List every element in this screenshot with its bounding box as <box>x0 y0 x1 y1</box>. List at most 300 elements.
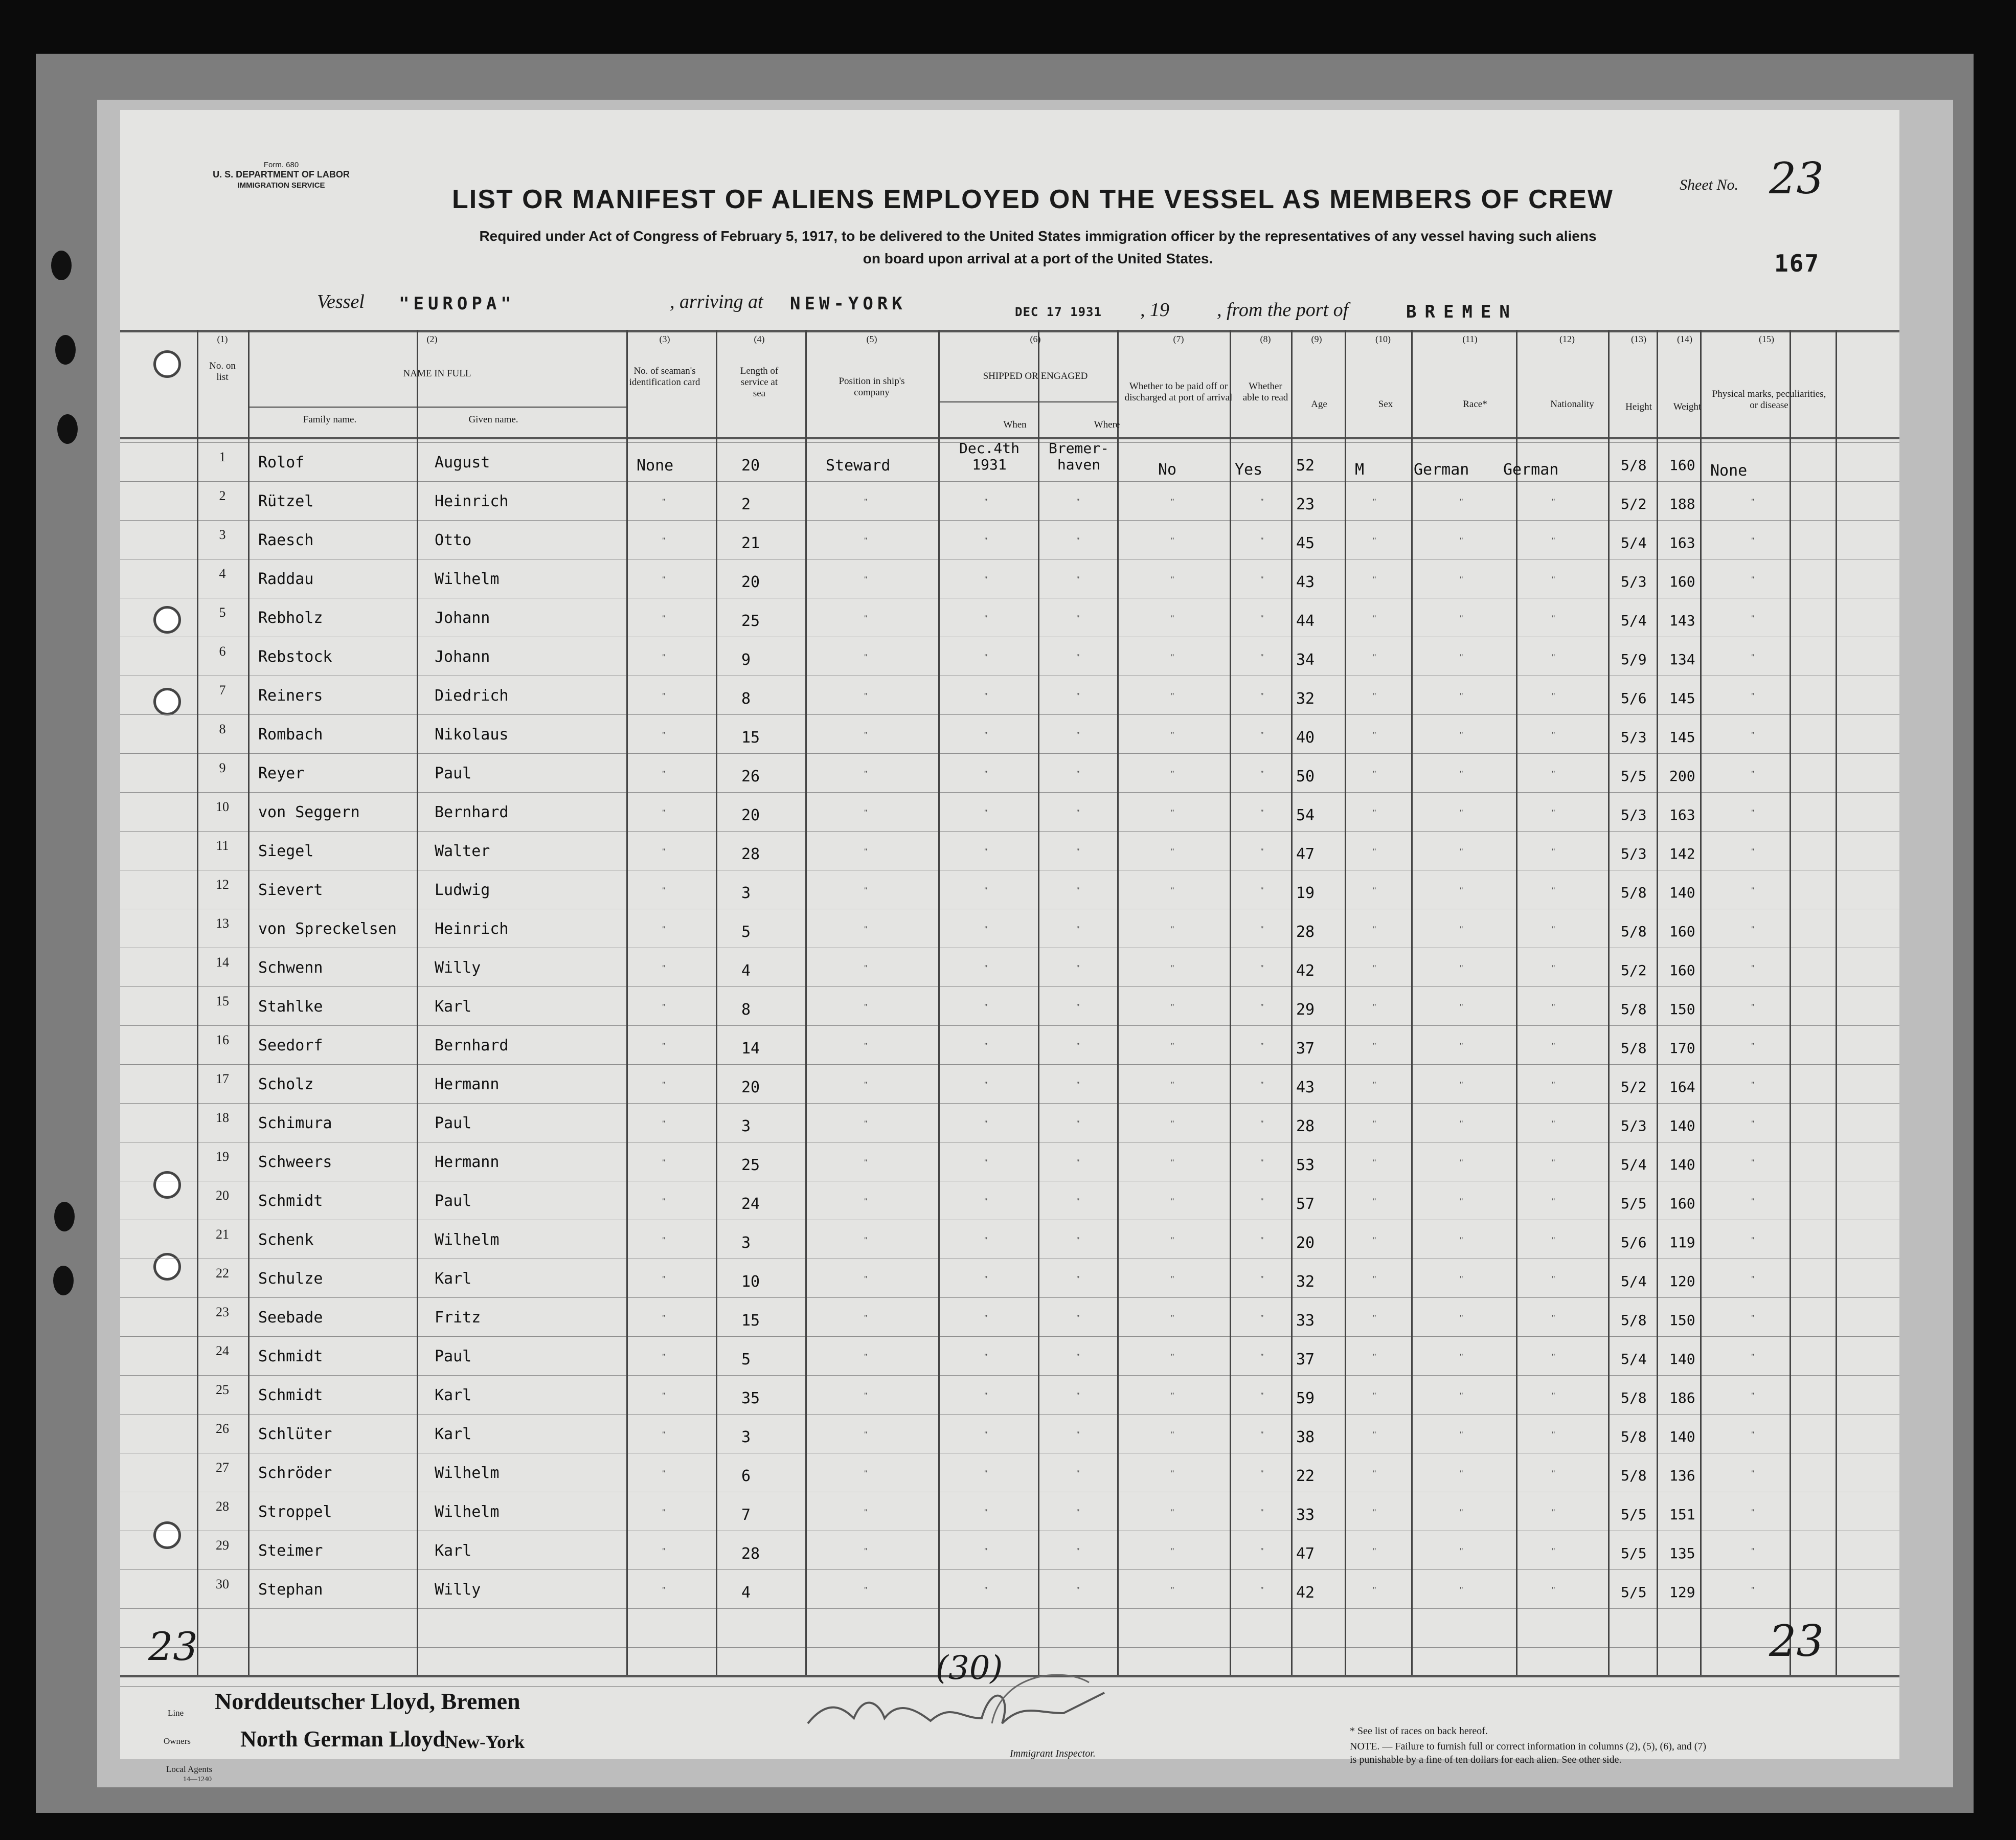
row-number: 5 <box>219 605 226 620</box>
ditto-paid-off: " <box>1171 964 1174 973</box>
ditto-able-read: " <box>1260 498 1264 506</box>
manifest-title: LIST OR MANIFEST OF ALIENS EMPLOYED ON THE VESSEL AS MEMBERS OF CREW <box>452 185 1614 214</box>
row-number: 6 <box>219 644 226 659</box>
ditto-able-read: " <box>1260 1275 1264 1284</box>
col-num-13: (13) <box>1631 334 1646 344</box>
given-name: Heinrich <box>435 492 509 510</box>
given-name: Wilhelm <box>435 570 500 588</box>
given-name: Karl <box>435 1270 472 1288</box>
family-name: Rebholz <box>258 609 323 627</box>
column-rule <box>417 407 418 1675</box>
weight: 170 <box>1669 1040 1695 1057</box>
given-name: August <box>435 454 490 472</box>
ditto-paid-off: " <box>1171 1314 1174 1322</box>
length-of-service: 24 <box>741 1195 760 1213</box>
height: 5/4 <box>1621 1351 1647 1367</box>
given-name: Karl <box>435 1386 472 1404</box>
row-number: 19 <box>216 1149 229 1164</box>
races-note: * See list of races on back hereof. <box>1350 1725 1488 1737</box>
ditto-physical: " <box>1751 1392 1755 1400</box>
given-name: Paul <box>435 1348 472 1365</box>
ditto-position: " <box>864 809 868 817</box>
ditto-position: " <box>864 1586 868 1595</box>
ditto-paid-off: " <box>1171 653 1174 662</box>
ditto-able-read: " <box>1260 692 1264 701</box>
physical-marks: None <box>1710 462 1748 480</box>
ditto-able-read: " <box>1260 809 1264 817</box>
given-name: Walter <box>435 842 490 860</box>
ditto-physical: " <box>1751 1430 1755 1439</box>
weight: 140 <box>1669 884 1695 901</box>
weight: 200 <box>1669 768 1695 784</box>
binder-hole <box>51 251 72 280</box>
height: 5/3 <box>1621 729 1647 746</box>
row-number: 12 <box>216 877 229 892</box>
ditto-physical: " <box>1751 1042 1755 1050</box>
ditto-nationality: " <box>1552 692 1555 701</box>
column-rule <box>197 330 198 1675</box>
ditto-paid-off: " <box>1171 536 1174 545</box>
header-where: Where <box>1094 419 1120 430</box>
col-num-1: (1) <box>217 334 228 344</box>
ditto-sex: " <box>1373 925 1376 934</box>
owners-city: New-York <box>445 1732 525 1752</box>
ditto-paid-off: " <box>1171 1508 1174 1517</box>
column-rule <box>1516 330 1517 1675</box>
length-of-service: 25 <box>741 1156 760 1174</box>
ditto-where: " <box>1076 925 1080 934</box>
column-rule <box>1411 330 1413 1675</box>
ditto-race: " <box>1460 1042 1463 1050</box>
row-number: 21 <box>216 1227 229 1242</box>
column-rule <box>1291 330 1293 1675</box>
ditto-able-read: " <box>1260 925 1264 934</box>
header-name-in-full: NAME IN FULL <box>403 368 471 379</box>
ditto-paid-off: " <box>1171 692 1174 701</box>
family-name: Schwenn <box>258 959 323 977</box>
ditto-nationality: " <box>1552 1430 1555 1439</box>
weight: 160 <box>1669 923 1695 940</box>
ditto-nationality: " <box>1552 847 1555 856</box>
row-number: 25 <box>216 1382 229 1397</box>
column-rule <box>1657 330 1658 1675</box>
ditto-able-read: " <box>1260 1236 1264 1245</box>
ditto-position: " <box>864 847 868 856</box>
length-of-service: 5 <box>741 923 751 941</box>
ditto-nationality: " <box>1552 731 1555 739</box>
given-name: Karl <box>435 998 472 1016</box>
family-name: Seedorf <box>258 1037 323 1054</box>
ditto-nationality: " <box>1552 964 1555 973</box>
ditto-race: " <box>1460 1197 1463 1206</box>
ditto-position: " <box>864 1042 868 1050</box>
ditto-able-read: " <box>1260 1158 1264 1167</box>
age: 42 <box>1296 962 1315 980</box>
ditto-position: " <box>864 1003 868 1012</box>
ditto-physical: " <box>1751 1236 1755 1245</box>
age: 28 <box>1296 923 1315 941</box>
age: 52 <box>1296 457 1315 475</box>
ditto-race: " <box>1460 1353 1463 1361</box>
header-length-service: Length of service at sea <box>740 366 779 399</box>
note-text-2: is punishable by a fine of ten dollars for each alien. See other side. <box>1350 1754 1622 1765</box>
ditto-physical: " <box>1751 731 1755 739</box>
ditto-when: " <box>984 1430 988 1439</box>
ditto-paid-off: " <box>1171 1119 1174 1128</box>
ditto-physical: " <box>1751 1547 1755 1556</box>
ditto-sex: " <box>1373 575 1376 584</box>
col-num-15: (15) <box>1759 334 1774 344</box>
family-name: Stephan <box>258 1581 323 1599</box>
row-number: 29 <box>216 1538 229 1553</box>
weight: 140 <box>1669 1117 1695 1134</box>
ditto-race: " <box>1460 770 1463 778</box>
ditto-id-card: " <box>662 692 666 701</box>
ditto-paid-off: " <box>1171 575 1174 584</box>
ditto-when: " <box>984 1119 988 1128</box>
ditto-sex: " <box>1373 809 1376 817</box>
length-of-service: 7 <box>741 1506 751 1524</box>
ditto-id-card: " <box>662 1158 666 1167</box>
family-name: Schweers <box>258 1153 332 1171</box>
ditto-able-read: " <box>1260 575 1264 584</box>
ditto-race: " <box>1460 1586 1463 1595</box>
age: 50 <box>1296 768 1315 786</box>
row-rule <box>120 1064 1899 1065</box>
ditto-paid-off: " <box>1171 1081 1174 1089</box>
family-name: Reiners <box>258 687 323 705</box>
ditto-when: " <box>984 498 988 506</box>
height: 5/8 <box>1621 1312 1647 1329</box>
ditto-race: " <box>1460 925 1463 934</box>
length-of-service: 3 <box>741 884 751 902</box>
ditto-id-card: " <box>662 731 666 739</box>
ditto-when: " <box>984 692 988 701</box>
age: 32 <box>1296 1273 1315 1291</box>
shipped-when: Dec.4th 1931 <box>959 440 1020 473</box>
length-of-service: 35 <box>741 1389 760 1407</box>
col-num-2: (2) <box>426 334 438 344</box>
shipped-where: Bremer- haven <box>1048 440 1109 473</box>
weight: 151 <box>1669 1506 1695 1523</box>
ditto-sex: " <box>1373 731 1376 739</box>
weight: 150 <box>1669 1001 1695 1018</box>
row-rule <box>120 753 1899 754</box>
ditto-where: " <box>1076 1353 1080 1361</box>
ditto-physical: " <box>1751 1003 1755 1012</box>
row-rule <box>120 792 1899 793</box>
ditto-paid-off: " <box>1171 847 1174 856</box>
col-num-7: (7) <box>1173 334 1184 344</box>
ditto-physical: " <box>1751 1081 1755 1089</box>
ditto-physical: " <box>1751 847 1755 856</box>
margin-sheet-number-left: 23 <box>148 1624 198 1669</box>
ditto-nationality: " <box>1552 1042 1555 1050</box>
ditto-sex: " <box>1373 498 1376 506</box>
row-number: 14 <box>216 955 229 970</box>
ditto-when: " <box>984 1042 988 1050</box>
ditto-paid-off: " <box>1171 1469 1174 1478</box>
age: 43 <box>1296 1079 1315 1096</box>
ditto-sex: " <box>1373 1469 1376 1478</box>
ditto-paid-off: " <box>1171 1586 1174 1595</box>
service-name: IMMIGRATION SERVICE <box>237 181 325 190</box>
ditto-able-read: " <box>1260 536 1264 545</box>
family-name: Seebade <box>258 1309 323 1327</box>
departure-port: BREMEN <box>1406 302 1518 322</box>
ditto-physical: " <box>1751 1314 1755 1322</box>
ditto-nationality: " <box>1552 498 1555 506</box>
ditto-physical: " <box>1751 575 1755 584</box>
ditto-race: " <box>1460 1158 1463 1167</box>
print-code: 14—1240 <box>183 1776 212 1783</box>
ditto-nationality: " <box>1552 1586 1555 1595</box>
ditto-where: " <box>1076 1197 1080 1206</box>
weight: 140 <box>1669 1351 1695 1367</box>
ditto-race: " <box>1460 1469 1463 1478</box>
ditto-position: " <box>864 731 868 739</box>
age: 47 <box>1296 845 1315 863</box>
age: 53 <box>1296 1156 1315 1174</box>
weight: 119 <box>1669 1234 1695 1251</box>
length-of-service: 28 <box>741 845 760 863</box>
header-id-card: No. of seaman's identification card <box>629 366 700 388</box>
inspector-label: Immigrant Inspector. <box>1010 1748 1096 1759</box>
ditto-id-card: " <box>662 1547 666 1556</box>
ditto-id-card: " <box>662 1508 666 1517</box>
ditto-id-card: " <box>662 498 666 506</box>
ditto-physical: " <box>1751 770 1755 778</box>
ditto-where: " <box>1076 1547 1080 1556</box>
column-rule <box>1230 330 1231 1675</box>
ditto-id-card: " <box>662 1042 666 1050</box>
ditto-nationality: " <box>1552 809 1555 817</box>
position-in-company: Steward <box>826 457 891 475</box>
ditto-when: " <box>984 614 988 623</box>
given-name: Johann <box>435 609 490 627</box>
ditto-id-card: " <box>662 1314 666 1322</box>
ditto-position: " <box>864 614 868 623</box>
ditto-when: " <box>984 1158 988 1167</box>
ditto-when: " <box>984 886 988 895</box>
sheet-number: 23 <box>1769 153 1824 204</box>
ditto-nationality: " <box>1552 575 1555 584</box>
ditto-physical: " <box>1751 1119 1755 1128</box>
ditto-sex: " <box>1373 1586 1376 1595</box>
ditto-id-card: " <box>662 1275 666 1284</box>
family-name: Schmidt <box>258 1348 323 1365</box>
header-given-name: Given name. <box>468 414 518 425</box>
given-name: Nikolaus <box>435 726 509 744</box>
ditto-physical: " <box>1751 925 1755 934</box>
ditto-physical: " <box>1751 536 1755 545</box>
ditto-position: " <box>864 575 868 584</box>
ditto-id-card: " <box>662 809 666 817</box>
ditto-where: " <box>1076 886 1080 895</box>
age: 28 <box>1296 1117 1315 1135</box>
ditto-race: " <box>1460 1236 1463 1245</box>
ditto-physical: " <box>1751 692 1755 701</box>
ditto-able-read: " <box>1260 770 1264 778</box>
family-name: Raesch <box>258 531 314 549</box>
ditto-paid-off: " <box>1171 731 1174 739</box>
family-name: Schlüter <box>258 1425 332 1443</box>
length-of-service: 20 <box>741 457 760 475</box>
ditto-paid-off: " <box>1171 1197 1174 1206</box>
ditto-position: " <box>864 498 868 506</box>
page-number: 167 <box>1774 250 1820 277</box>
ditto-sex: " <box>1373 1081 1376 1089</box>
given-name: Bernhard <box>435 1037 509 1054</box>
ditto-where: " <box>1076 575 1080 584</box>
ditto-physical: " <box>1751 653 1755 662</box>
ditto-sex: " <box>1373 1547 1376 1556</box>
ditto-id-card: " <box>662 1469 666 1478</box>
ditto-when: " <box>984 1547 988 1556</box>
ditto-sex: " <box>1373 1236 1376 1245</box>
col-num-9: (9) <box>1311 334 1322 344</box>
ditto-nationality: " <box>1552 1392 1555 1400</box>
inspector-signature <box>798 1662 1115 1744</box>
length-of-service: 20 <box>741 1079 760 1096</box>
age: 59 <box>1296 1389 1315 1407</box>
ditto-nationality: " <box>1552 886 1555 895</box>
length-of-service: 14 <box>741 1040 760 1058</box>
ditto-when: " <box>984 1236 988 1245</box>
ditto-race: " <box>1460 964 1463 973</box>
row-rule <box>120 1647 1899 1648</box>
ditto-position: " <box>864 653 868 662</box>
ditto-physical: " <box>1751 809 1755 817</box>
ditto-able-read: " <box>1260 1586 1264 1595</box>
height: 5/3 <box>1621 845 1647 862</box>
age: 19 <box>1296 884 1315 902</box>
ditto-nationality: " <box>1552 1197 1555 1206</box>
ditto-race: " <box>1460 1430 1463 1439</box>
ditto-position: " <box>864 1275 868 1284</box>
given-name: Ludwig <box>435 881 490 899</box>
row-rule <box>120 986 1899 987</box>
col-num-4: (4) <box>754 334 765 344</box>
ditto-nationality: " <box>1552 614 1555 623</box>
weight: 160 <box>1669 457 1695 474</box>
ditto-able-read: " <box>1260 1314 1264 1322</box>
column-rule <box>1700 330 1702 1675</box>
ditto-able-read: " <box>1260 886 1264 895</box>
column-rule <box>1038 330 1039 1675</box>
length-of-service: 3 <box>741 1117 751 1135</box>
ditto-when: " <box>984 770 988 778</box>
weight: 163 <box>1669 806 1695 823</box>
row-number: 9 <box>219 760 226 775</box>
column-rule <box>1790 330 1791 1675</box>
ditto-when: " <box>984 1586 988 1595</box>
weight: 143 <box>1669 612 1695 629</box>
ditto-where: " <box>1076 653 1080 662</box>
header-sex: Sex <box>1378 399 1393 410</box>
vessel-name: "EUROPA" <box>399 294 515 314</box>
height: 5/8 <box>1621 1040 1647 1057</box>
sheet-label: Sheet No. <box>1680 176 1738 193</box>
length-of-service: 20 <box>741 806 760 824</box>
header-no-on-list: No. on list <box>209 361 236 383</box>
ditto-id-card: " <box>662 886 666 895</box>
ditto-where: " <box>1076 536 1080 545</box>
weight: 150 <box>1669 1312 1695 1329</box>
header-height: Height <box>1625 401 1652 412</box>
ditto-race: " <box>1460 847 1463 856</box>
ditto-sex: " <box>1373 1314 1376 1322</box>
given-name: Hermann <box>435 1153 500 1171</box>
age: 22 <box>1296 1467 1315 1485</box>
height: 5/8 <box>1621 1001 1647 1018</box>
height: 5/5 <box>1621 1584 1647 1601</box>
ditto-able-read: " <box>1260 1430 1264 1439</box>
table-header-rule <box>120 437 1899 439</box>
length-of-service: 26 <box>741 768 760 786</box>
year-label: , 19 <box>1140 299 1169 321</box>
row-rule <box>120 1608 1899 1609</box>
header-physical: Physical marks, peculiarities, or disease <box>1712 389 1826 411</box>
given-name: Willy <box>435 959 481 977</box>
family-name: Schröder <box>258 1464 332 1482</box>
row-number: 11 <box>216 838 229 853</box>
row-rule <box>120 1103 1899 1104</box>
age: 42 <box>1296 1584 1315 1602</box>
length-of-service: 6 <box>741 1467 751 1485</box>
form-number: Form. 680 <box>263 161 299 169</box>
length-of-service: 28 <box>741 1545 760 1563</box>
ditto-when: " <box>984 964 988 973</box>
column-rule <box>1836 330 1837 1675</box>
given-name: Heinrich <box>435 920 509 938</box>
row-number: 22 <box>216 1266 229 1281</box>
ditto-sex: " <box>1373 1430 1376 1439</box>
binder-hole <box>57 414 78 444</box>
height: 5/5 <box>1621 1506 1647 1523</box>
given-name: Bernhard <box>435 803 509 821</box>
ditto-nationality: " <box>1552 1081 1555 1089</box>
margin-sheet-number-right: 23 <box>1769 1616 1824 1666</box>
ditto-race: " <box>1460 575 1463 584</box>
ditto-id-card: " <box>662 1392 666 1400</box>
ditto-sex: " <box>1373 1508 1376 1517</box>
ditto-race: " <box>1460 886 1463 895</box>
ditto-physical: " <box>1751 1508 1755 1517</box>
ditto-sex: " <box>1373 1119 1376 1128</box>
ditto-paid-off: " <box>1171 498 1174 506</box>
paid-off: No <box>1158 461 1177 479</box>
given-name: Paul <box>435 765 472 782</box>
subheader-rule <box>248 407 626 408</box>
ditto-when: " <box>984 1508 988 1517</box>
age: 38 <box>1296 1428 1315 1446</box>
length-of-service: 20 <box>741 573 760 591</box>
height: 5/8 <box>1621 457 1647 474</box>
nationality: German <box>1503 461 1559 479</box>
row-rule <box>120 1375 1899 1376</box>
height: 5/6 <box>1621 690 1647 707</box>
ditto-race: " <box>1460 1081 1463 1089</box>
ditto-paid-off: " <box>1171 1275 1174 1284</box>
given-name: Wilhelm <box>435 1231 500 1249</box>
ditto-race: " <box>1460 1392 1463 1400</box>
ditto-id-card: " <box>662 1003 666 1012</box>
ditto-physical: " <box>1751 1158 1755 1167</box>
row-rule <box>120 714 1899 715</box>
header-weight: Weight <box>1673 401 1702 412</box>
header-family-name: Family name. <box>303 414 357 425</box>
